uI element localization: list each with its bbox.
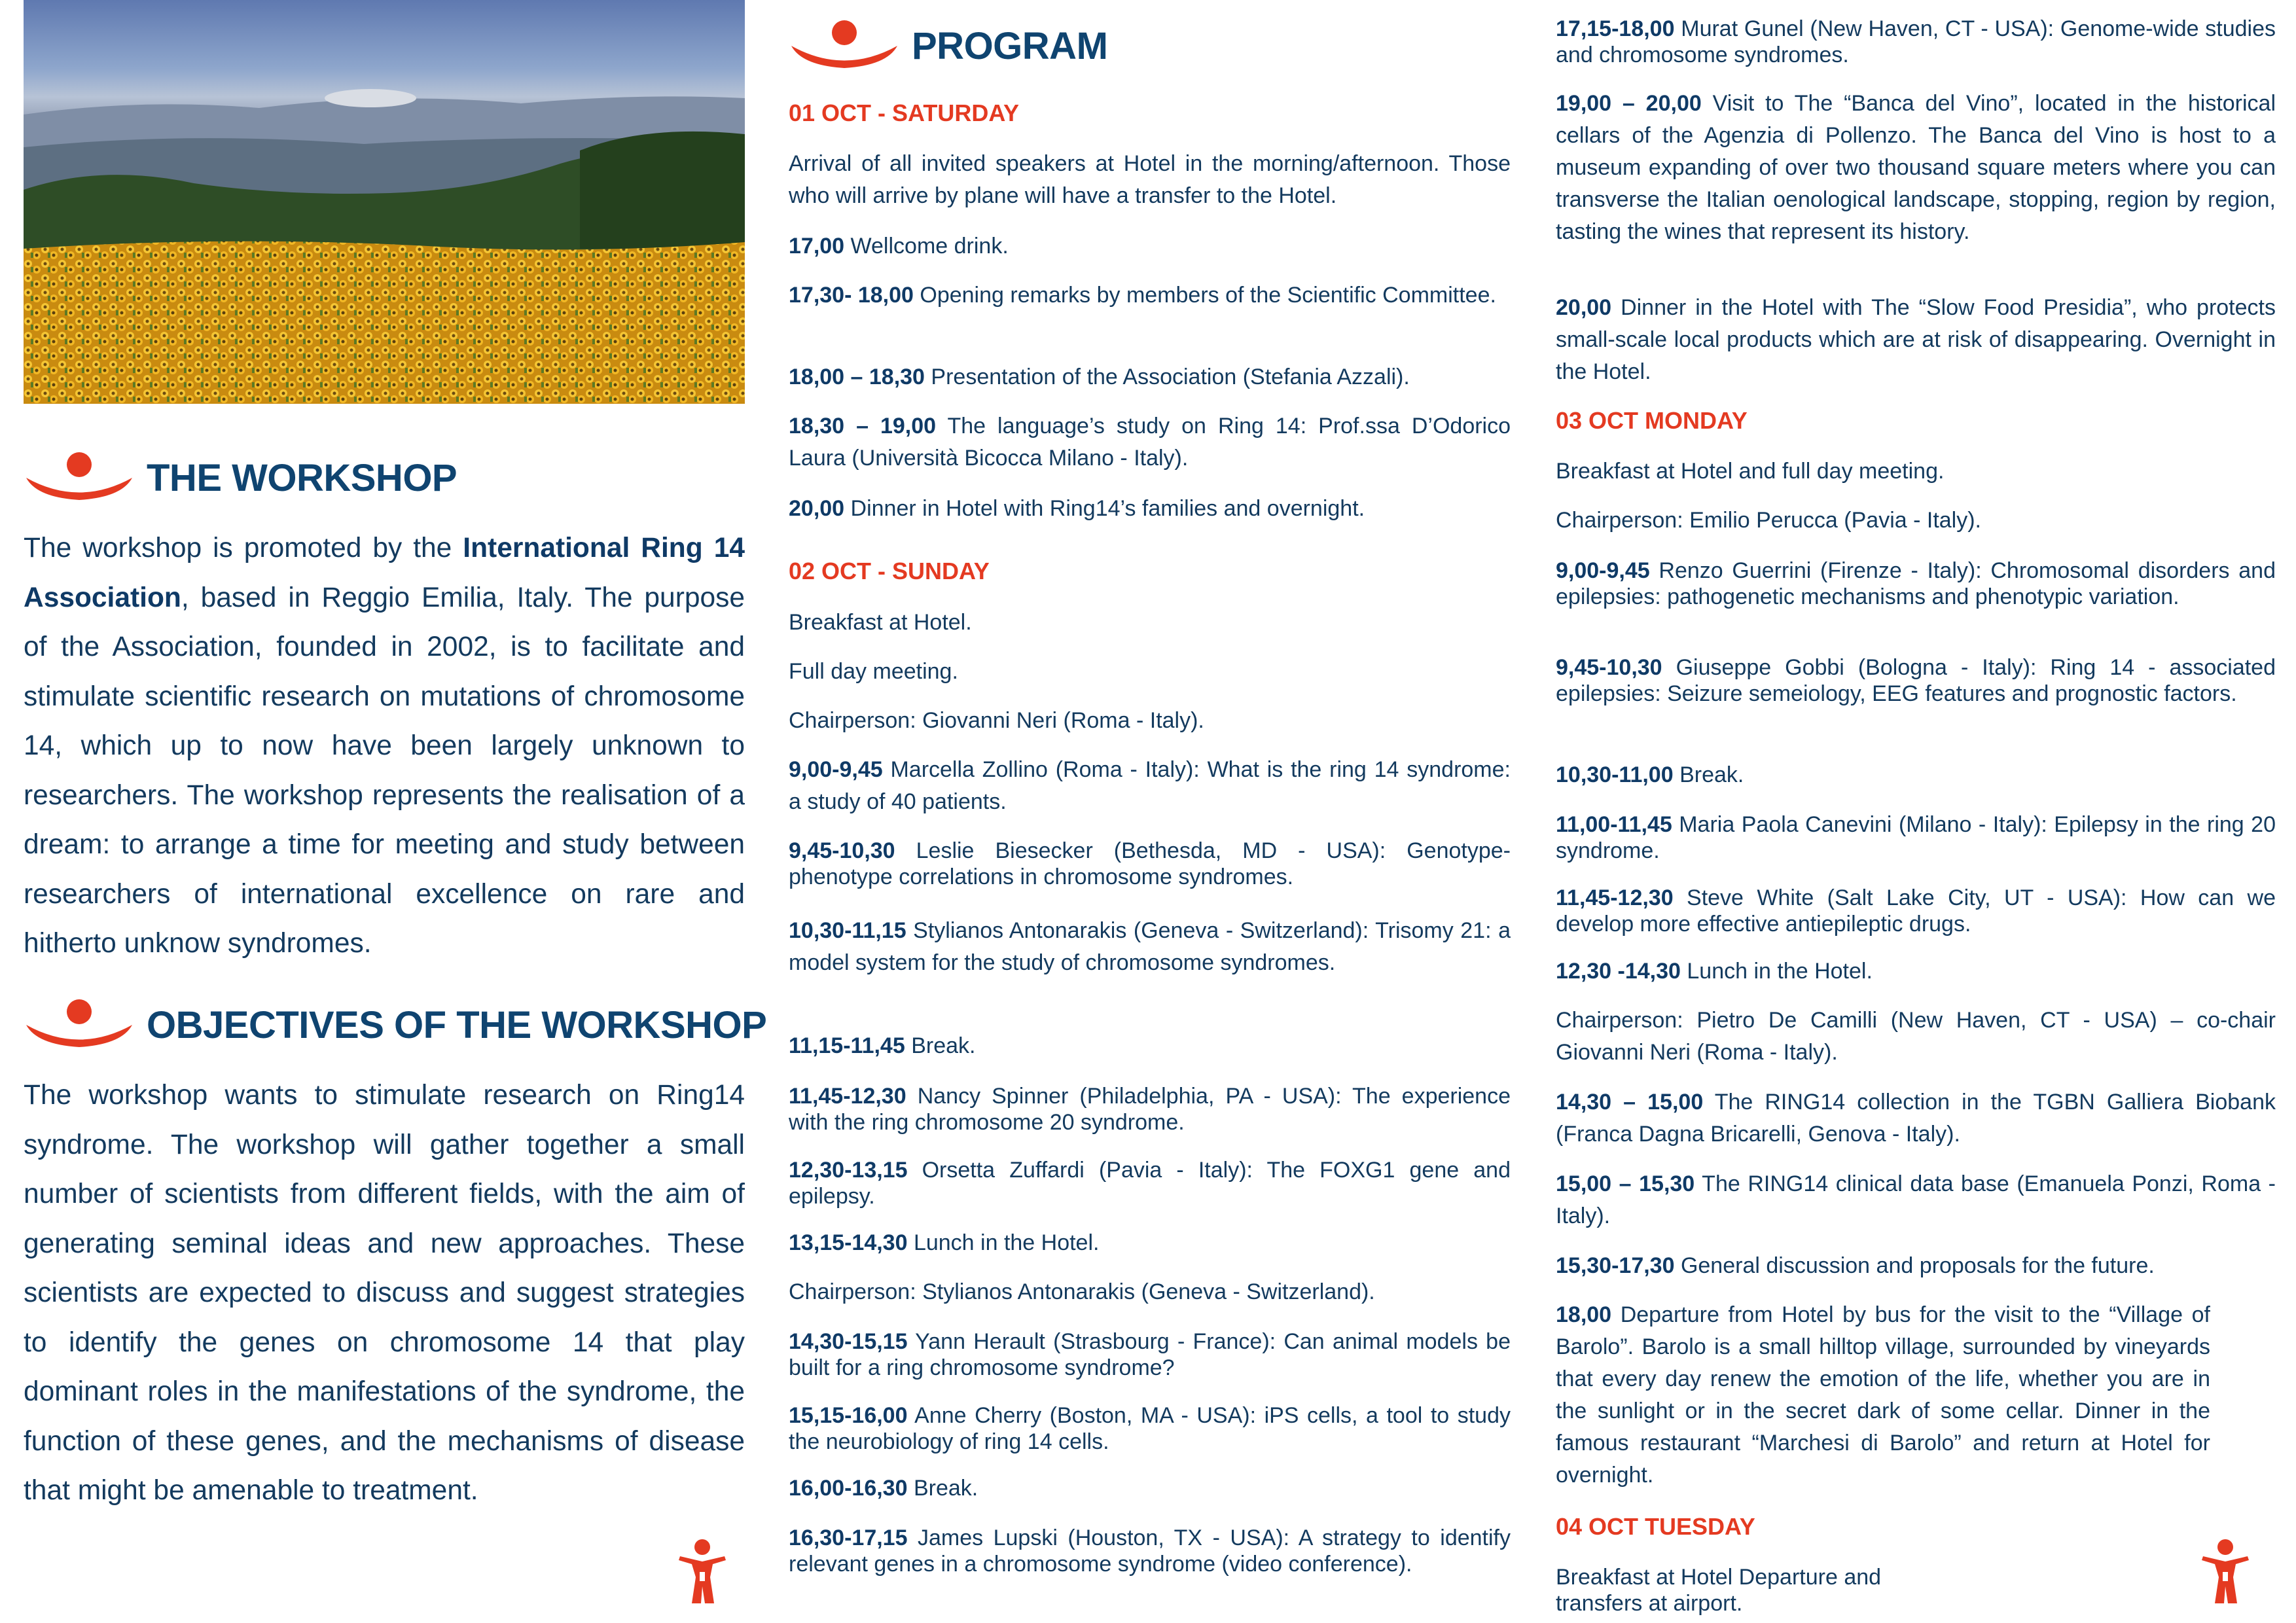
program-item: 9,45-10,30 Giuseppe Gobbi (Bologna - Italy): Ring 14 - associated epilepsies: Seizure semeiology, EEG features and prognostic factors.: [1556, 655, 2276, 706]
program-item: 9,45-10,30 Leslie Biesecker (Bethesda, MD - USA): Genotype-phenotype correlations in chromosome syndromes.: [789, 838, 1511, 889]
program-item: 18,00 – 18,30 Presentation of the Association (Stefania Azzali).: [789, 365, 1410, 389]
program-item: 10,30-11,15 Stylianos Antonarakis (Geneva - Switzerland): Trisomy 21: a model system for the study of chromosome syndromes.: [789, 918, 1511, 975]
program-item: 19,00 – 20,00 Visit to The “Banca del Vino”, located in the historical cellars of the Agenzia di Pollenzo. The Banca del Vino is host to a museum expanding of over two thousand square meters where you can transverse the Italian oenological landscape, stopping, region by region, tasting the wines that represent its history.: [1556, 91, 2276, 244]
objectives-heading: [24, 999, 766, 1051]
program-item: 11,00-11,45 Maria Paola Canevini (Milano - Italy): Epilepsy in the ring 20 syndrome.: [1556, 812, 2276, 863]
workshop-paragraph: The workshop is promoted by the International Ring 14 Association, based in Reggio Emilia, Italy. The purpose of the Association, founded in 2002, is to facilitate and stimulate scientific research on mutations of chromosome 14, which up to now have been largely unknown to researchers. The workshop represents the realisation of a dream: to arrange a time for meeting and study between researchers of international excellence on rare and hitherto unknow syndromes.: [24, 533, 745, 959]
program-item: 10,30-11,00 Break.: [1556, 762, 1744, 787]
program-item: 13,15-14,30 Lunch in the Hotel.: [789, 1230, 1100, 1255]
program-item: 16,30-17,15 James Lupski (Houston, TX - USA): A strategy to identify relevant genes in a chromosome syndrome (video conference).: [789, 1525, 1511, 1577]
objectives-title: OBJECTIVES OF THE WORKSHOP: [147, 1003, 767, 1046]
association-name: International Ring 14 Association: [24, 533, 745, 613]
day-monday: 03 OCT MONDAY: [1556, 407, 1748, 434]
program-item: Chairperson: Pietro De Camilli (New Haven, CT - USA) – co-chair Giovanni Neri (Roma - Italy).: [1556, 1008, 2276, 1065]
ring14-logo-icon: [789, 20, 900, 72]
program-item: Full day meeting.: [789, 659, 958, 684]
program-item: 17,15-18,00 Murat Gunel (New Haven, CT - USA): Genome-wide studies and chromosome syndromes.: [1556, 16, 2276, 67]
program-item: 18,30 – 19,00 The language’s study on Ring 14: Prof.ssa D’Odorico Laura (Università Bicocca Milano - Italy).: [789, 414, 1511, 471]
program-item: Breakfast at Hotel and full day meeting.: [1556, 459, 1945, 484]
program-item: 18,00 Departure from Hotel by bus for the visit to the “Village of Barolo”. Barolo is a small hilltop village, surrounded by vineyards that every day renew the emotion of the life, whether you are in the sunlight or in the secret dark of some cellar. Dinner in the famous restaurant “Marchesi di Barolo” and return at Hotel for overnight.: [1556, 1302, 2210, 1488]
ring14-logo-icon: [24, 452, 135, 504]
program-item: 20,00 Dinner in Hotel with Ring14’s families and overnight.: [789, 496, 1365, 521]
program-item: 11,45-12,30 Nancy Spinner (Philadelphia, PA - USA): The experience with the ring chromosome 20 syndrome.: [789, 1084, 1511, 1135]
program-item: 15,15-16,00 Anne Cherry (Boston, MA - USA): iPS cells, a tool to study the neurobiology of ring 14 cells.: [789, 1403, 1511, 1454]
program-item: Chairperson: Giovanni Neri (Roma - Italy).: [789, 708, 1204, 733]
person-figure-icon: [676, 1538, 728, 1606]
ring14-logo-icon: [24, 999, 135, 1051]
program-item: 12,30-13,15 Orsetta Zuffardi (Pavia - Italy): The FOXG1 gene and epilepsy.: [789, 1158, 1511, 1209]
workshop-title: THE WORKSHOP: [147, 456, 457, 499]
program-item: 11,45-12,30 Steve White (Salt Lake City, UT - USA): How can we develop more effective antiepileptic drugs.: [1556, 885, 2276, 936]
program-item: Chairperson: Emilio Perucca (Pavia - Italy).: [1556, 508, 1982, 533]
program-item: 14,30 – 15,00 The RING14 collection in the TGBN Galliera Biobank (Franca Dagna Bricarelli, Genova - Italy).: [1556, 1090, 2276, 1147]
person-figure-icon: [2199, 1538, 2251, 1606]
program-heading: [789, 20, 1107, 72]
program-item: 11,15-11,45 Break.: [789, 1033, 976, 1058]
program-item: 9,00-9,45 Renzo Guerrini (Firenze - Italy): Chromosomal disorders and epilepsies: pathogenetic mechanisms and phenotypic variation.: [1556, 558, 2276, 609]
program-item: 15,00 – 15,30 The RING14 clinical data base (Emanuela Ponzi, Roma - Italy).: [1556, 1171, 2276, 1228]
program-item: 17,30- 18,00 Opening remarks by members of the Scientific Committee.: [789, 283, 1496, 308]
program-item: Arrival of all invited speakers at Hotel in the morning/afternoon. Those who will arrive by plane will have a transfer to the Hotel.: [789, 151, 1511, 208]
program-item: 20,00 Dinner in the Hotel with The “Slow Food Presidia”, who protects small-scale local products which are at risk of disappearing. Overnight in the Hotel.: [1556, 295, 2276, 384]
day-saturday: 01 OCT - SATURDAY: [789, 99, 1020, 126]
program-item: 16,00-16,30 Break.: [789, 1476, 978, 1501]
workshop-heading: [24, 452, 457, 504]
landscape-photo: [24, 0, 745, 404]
program-item: 12,30 -14,30 Lunch in the Hotel.: [1556, 959, 1873, 984]
program-item: 17,00 Wellcome drink.: [789, 234, 1009, 259]
program-item: 15,30-17,30 General discussion and proposals for the future.: [1556, 1253, 2155, 1278]
day-tuesday: 04 OCT TUESDAY: [1556, 1513, 1755, 1540]
program-item: Chairperson: Stylianos Antonarakis (Geneva - Switzerland).: [789, 1279, 1375, 1304]
program-item: 9,00-9,45 Marcella Zollino (Roma - Italy): What is the ring 14 syndrome: a study of 40 patients.: [789, 757, 1511, 814]
program-item: 14,30-15,15 Yann Herault (Strasbourg - France): Can animal models be built for a ring chromosome syndrome?: [789, 1329, 1511, 1380]
objectives-paragraph: The workshop wants to stimulate research on Ring14 syndrome. The workshop will gather together a small number of scientists from different fields, with the aim of generating seminal ideas and new approaches. These scientists are expected to discuss and suggest strategies to identify the genes on chromosome 14 that play dominant roles in the manifestations of the syndrome, the function of these genes, and the mechanisms of disease that might be amenable to treatment.: [24, 1080, 745, 1506]
day-sunday: 02 OCT - SUNDAY: [789, 558, 990, 584]
program-item: Breakfast at Hotel.: [789, 610, 972, 635]
program-item: Breakfast at Hotel Departure and transfers at airport.: [1556, 1565, 1882, 1616]
program-title: PROGRAM: [912, 24, 1108, 67]
